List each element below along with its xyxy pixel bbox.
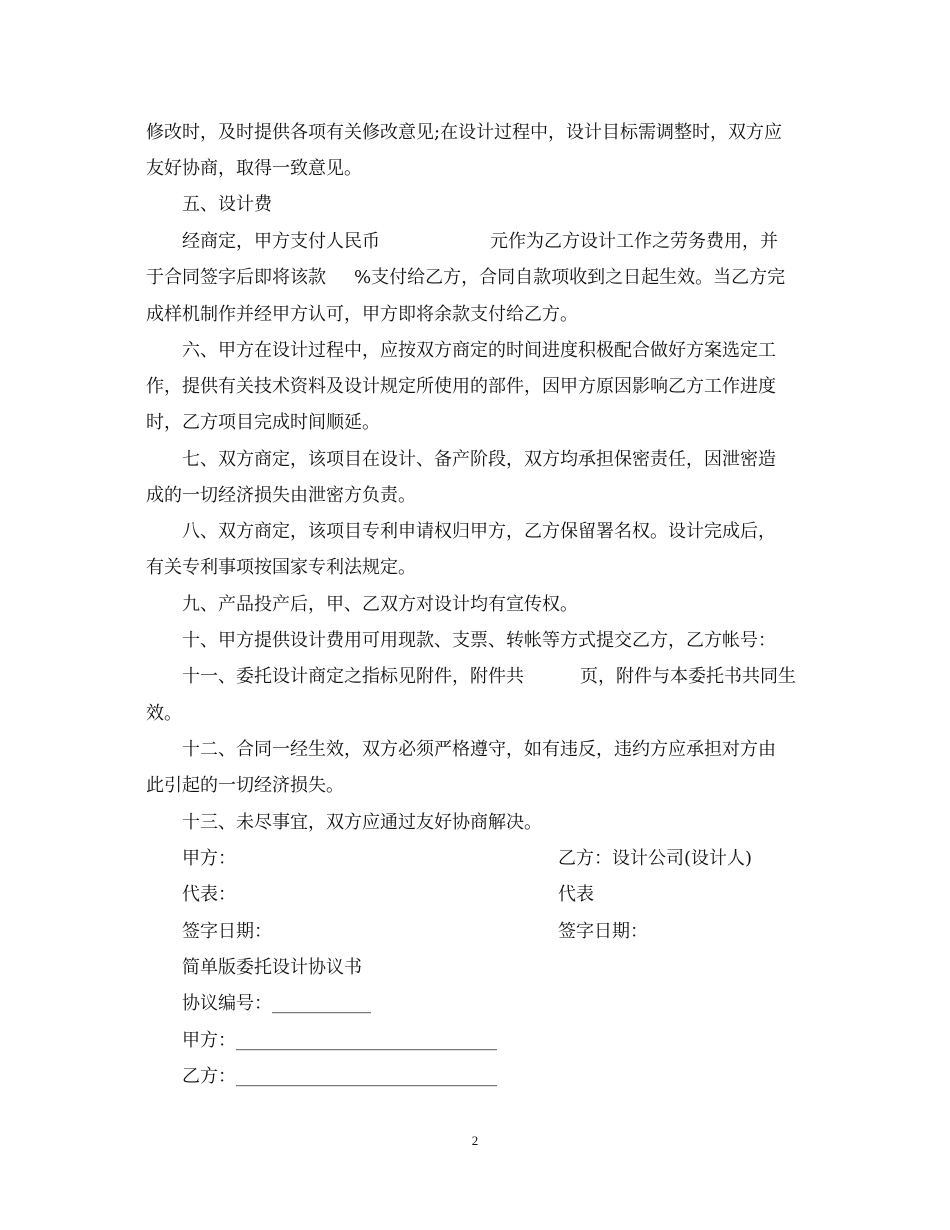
paragraph-line: 八、双方商定，该项目专利申请权归甲方，乙方保留署名权。设计完成后， [182, 521, 776, 542]
sign-date-b-label: 签字日期： [558, 921, 648, 942]
paragraph-line: 时，乙方项目完成时间顺延。 [146, 412, 380, 433]
representative-a-label: 代表： [182, 884, 236, 905]
text-segment: %支付给乙方，合同自款项收到之日起生效。当乙方完 [354, 267, 786, 288]
party-b-line [182, 1064, 497, 1090]
party-a-line [182, 1028, 497, 1054]
text-segment: 元作为乙方设计工作之劳务费用，并 [490, 231, 778, 252]
agreement-number-line [182, 991, 371, 1017]
agreement-number-blank: ___________ [272, 993, 371, 1014]
party-b-blank: _____________________________ [236, 1066, 497, 1087]
paragraph-line: 修改时，及时提供各项有关修改意见;在设计过程中，设计目标需调整时，双方应 [146, 122, 783, 143]
next-document-title: 简单版委托设计协议书 [182, 957, 362, 978]
paragraph-line: 作，提供有关技术资料及设计规定所使用的部件，因甲方原因影响乙方工作进度 [146, 376, 776, 397]
paragraph-line [146, 265, 806, 291]
paragraph-line: 成样机制作并经甲方认可，甲方即将余款支付给乙方。 [146, 304, 578, 325]
text-segment: 经商定，甲方支付人民币 [182, 231, 380, 252]
text-segment: 十一、委托设计商定之指标见附件，附件共 [182, 666, 524, 687]
page-number: 2 [471, 1133, 479, 1148]
paragraph-line: 十、甲方提供设计费用可用现款、支票、转帐等方式提交乙方，乙方帐号： [182, 630, 776, 651]
paragraph-line: 七、双方商定，该项目在设计、备产阶段，双方均承担保密责任，因泄密造 [182, 449, 776, 470]
paragraph-line: 此引起的一切经济损失。 [146, 775, 344, 796]
paragraph-line: 十二、合同一经生效，双方必须严格遵守，如有违反，违约方应承担对方由 [182, 739, 776, 760]
paragraph-line: 友好协商，取得一致意见。 [146, 158, 362, 179]
representative-b-label: 代表 [558, 884, 594, 905]
paragraph-line: 效。 [146, 703, 182, 724]
sign-date-a-label: 签字日期： [182, 921, 272, 942]
paragraph-line [182, 229, 778, 255]
section-heading-fee: 五、设计费 [182, 194, 272, 215]
paragraph-line: 有关专利事项按国家专利法规定。 [146, 557, 416, 578]
party-a-blank: _____________________________ [236, 1030, 497, 1051]
party-b-label: 乙方： [182, 1066, 236, 1087]
paragraph-line: 十三、未尽事宜，双方应通过友好协商解决。 [182, 812, 542, 833]
agreement-number-label: 协议编号： [182, 993, 272, 1014]
party-b-label: 乙方：设计公司(设计人) [558, 848, 753, 869]
party-a-label: 甲方： [182, 848, 236, 869]
paragraph-line: 六、甲方在设计过程中，应按双方商定的时间进度积极配合做好方案选定工 [182, 340, 776, 361]
paragraph-line [182, 664, 796, 690]
text-segment: 页，附件与本委托书共同生 [580, 666, 796, 687]
paragraph-line: 成的一切经济损失由泄密方负责。 [146, 485, 416, 506]
paragraph-line: 九、产品投产后，甲、乙双方对设计均有宣传权。 [182, 594, 578, 615]
party-a-label: 甲方： [182, 1030, 236, 1051]
text-segment: 于合同签字后即将该款 [146, 267, 326, 288]
